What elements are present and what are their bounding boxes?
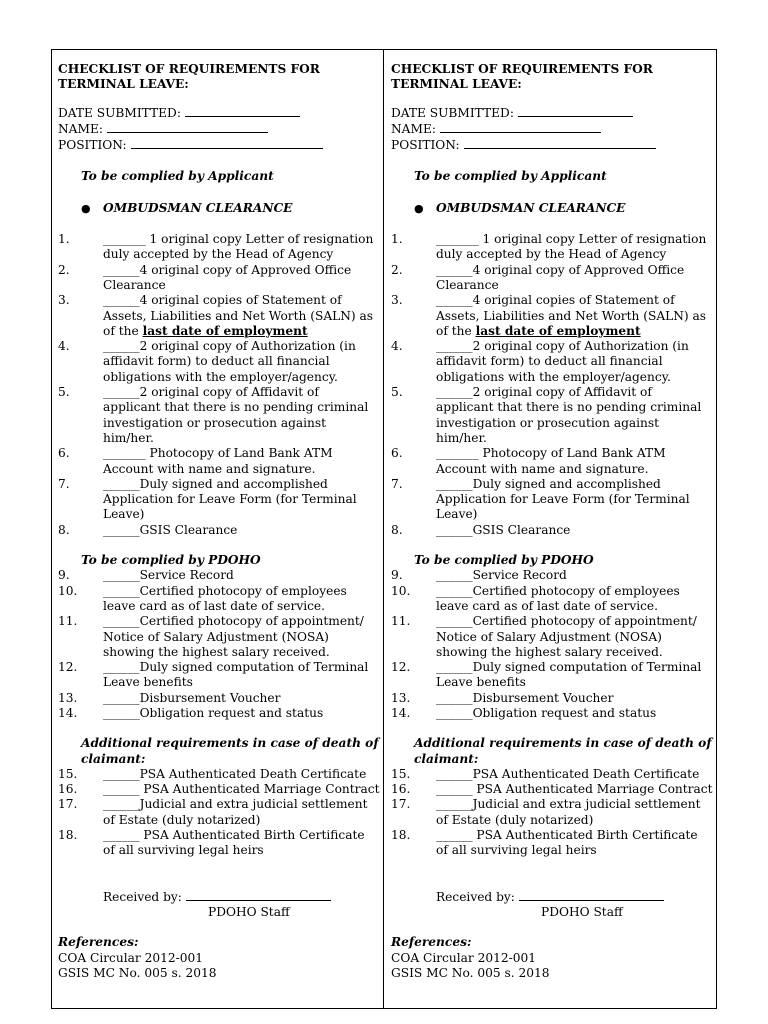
item-text-wrap: [103, 568, 380, 583]
item-number: 4.: [391, 339, 403, 354]
item-text: ______ PSA Authenticated Birth Certificate of all surviving legal heirs: [103, 828, 365, 858]
spacer: [391, 538, 713, 553]
item-text-wrap: [436, 446, 713, 477]
item-text: ______Obligation request and status: [436, 705, 657, 720]
list-item: [391, 232, 713, 263]
item-text: ______ PSA Authenticated Marriage Contract: [436, 782, 713, 797]
reference-item: GSIS MC No. 005 s. 2018: [58, 965, 217, 980]
item-text-wrap: [436, 706, 713, 721]
item-text: ______4 original copies of Statement of Assets, Liabilities and Net Worth (SALN) as of the: [436, 293, 707, 338]
item-number: 9.: [58, 568, 70, 583]
checklist-title: CHECKLIST OF REQUIREMENTS FOR TERMINAL LEAVE:: [58, 62, 320, 92]
item-number: 14.: [391, 705, 411, 720]
item-text-wrap: [103, 767, 380, 782]
spacer: [58, 721, 380, 736]
item-number: 12.: [391, 660, 411, 675]
item-text: ______GSIS Clearance: [103, 522, 238, 537]
list-item: [391, 767, 713, 782]
list-item: [391, 660, 713, 691]
item-number: 7.: [58, 476, 70, 491]
name-field[interactable]: [391, 121, 713, 137]
field-blank-line[interactable]: [131, 137, 323, 149]
item-text-wrap: [103, 691, 380, 706]
item-text-wrap: [436, 782, 713, 797]
item-text-wrap: [103, 339, 380, 385]
pdoho-requirements-list: [58, 568, 380, 721]
list-item: [58, 477, 380, 523]
item-text-wrap: [436, 797, 713, 828]
item-text-wrap: [103, 584, 380, 615]
field-label: DATE SUBMITTED:: [391, 105, 514, 120]
item-text: ______Certified photocopy of employees leave card as of last date of service.: [103, 583, 347, 613]
item-text-wrap: [436, 568, 713, 583]
item-text-wrap: [103, 263, 380, 294]
field-blank-line[interactable]: [464, 137, 656, 149]
item-number: 13.: [391, 690, 411, 705]
list-item: [391, 614, 713, 660]
staff-label: PDOHO Staff: [541, 904, 623, 919]
item-text: ______Certified photocopy of appointment/ Notice of Salary Adjustment (NOSA) showing the highest salary received.: [103, 614, 364, 659]
item-text-wrap: [103, 782, 380, 797]
spacer: [58, 153, 380, 169]
list-item: [58, 797, 380, 828]
spacer: [58, 93, 380, 105]
item-text: ______PSA Authenticated Death Certificate: [103, 766, 367, 781]
item-number: 3.: [391, 293, 403, 308]
column-divider: [383, 49, 384, 1009]
received-by-field[interactable]: [58, 889, 380, 905]
item-text-wrap: [103, 797, 380, 828]
field-label: POSITION:: [391, 138, 460, 153]
item-emphasis: last date of employment: [142, 323, 308, 338]
item-text-wrap: [436, 691, 713, 706]
item-number: 10.: [58, 583, 78, 598]
pdoho-heading: To be complied by PDOHO: [81, 553, 261, 568]
item-text: ______ PSA Authenticated Marriage Contract: [103, 782, 380, 797]
item-number: 10.: [391, 583, 411, 598]
item-text: _______ 1 original copy Letter of resignation duly accepted by the Head of Agency: [103, 232, 374, 262]
applicant-requirements-list: [58, 232, 380, 538]
field-label: NAME:: [391, 121, 436, 136]
list-item: [391, 477, 713, 523]
item-text: ______4 original copy of Approved Office Clearance: [436, 262, 685, 292]
spacer: [391, 93, 713, 105]
item-number: 8.: [391, 522, 403, 537]
item-number: 2.: [391, 262, 403, 277]
item-number: 1.: [391, 232, 403, 247]
reference-item: COA Circular 2012-001: [391, 950, 536, 965]
item-text: ______Service Record: [103, 568, 234, 583]
list-item: [391, 797, 713, 828]
item-text-wrap: [436, 232, 713, 263]
list-item: [391, 446, 713, 477]
item-text: ______Certified photocopy of employees leave card as of last date of service.: [436, 583, 680, 613]
name-field[interactable]: [58, 121, 380, 137]
item-number: 2.: [58, 262, 70, 277]
field-label: DATE SUBMITTED:: [58, 105, 181, 120]
item-number: 5.: [58, 385, 70, 400]
pdoho-heading: To be complied by PDOHO: [414, 553, 594, 568]
item-number: 17.: [391, 797, 411, 812]
checklist-column-right: [391, 62, 713, 981]
item-text: _______ 1 original copy Letter of resignation duly accepted by the Head of Agency: [436, 232, 707, 262]
list-item: [58, 339, 380, 385]
item-text: _______ Photocopy of Land Bank ATM Account with name and signature.: [103, 446, 333, 476]
references-heading: References:: [391, 935, 472, 950]
list-item: [391, 263, 713, 294]
item-text-wrap: [436, 263, 713, 294]
list-item: [391, 828, 713, 859]
item-number: 1.: [58, 232, 70, 247]
item-number: 17.: [58, 797, 78, 812]
signature-blank-line[interactable]: [519, 889, 664, 901]
item-number: 9.: [391, 568, 403, 583]
death-requirements-heading: Additional requirements in case of death of claimant:: [81, 736, 379, 766]
item-text-wrap: [436, 660, 713, 691]
checklist-column-left: [58, 62, 380, 981]
received-by-label: Received by:: [436, 889, 515, 904]
spacer: [58, 216, 380, 232]
item-text-wrap: [103, 660, 380, 691]
list-item: [391, 691, 713, 706]
field-blank-line[interactable]: [185, 105, 300, 117]
received-by-label: Received by:: [103, 889, 182, 904]
list-item: [391, 385, 713, 446]
item-text: ______4 original copy of Approved Office Clearance: [103, 262, 352, 292]
item-text: ______Judicial and extra judicial settlement of Estate (duly notarized): [436, 797, 701, 827]
applicant-heading: To be complied by Applicant: [81, 169, 274, 184]
list-item: [58, 782, 380, 797]
ombudsman-bullet-item: [58, 201, 380, 216]
spacer: [391, 721, 713, 736]
item-number: 7.: [391, 476, 403, 491]
applicant-requirements-list: [391, 232, 713, 538]
item-text-wrap: [103, 293, 380, 339]
death-requirements-list: [58, 767, 380, 859]
list-item: [58, 706, 380, 721]
position-field[interactable]: [58, 137, 380, 153]
item-number: 11.: [58, 614, 78, 629]
item-text-wrap: [103, 523, 380, 538]
date-submitted-field[interactable]: [58, 105, 380, 121]
item-text: ______Duly signed and accomplished Application for Leave Form (for Terminal Leave): [103, 476, 357, 522]
item-text: ______ PSA Authenticated Birth Certificate of all surviving legal heirs: [436, 828, 698, 858]
death-requirements-heading: Additional requirements in case of death of claimant:: [414, 736, 712, 766]
list-item: [58, 263, 380, 294]
field-label: POSITION:: [58, 138, 127, 153]
item-number: 12.: [58, 660, 78, 675]
item-text: ______Disbursement Voucher: [103, 690, 281, 705]
item-number: 4.: [58, 339, 70, 354]
item-text: ______Service Record: [436, 568, 567, 583]
spacer: [391, 185, 713, 201]
item-text-wrap: [436, 477, 713, 523]
item-text: ______2 original copy of Affidavit of applicant that there is no pending criminal investigation or prosecution against him/her.: [103, 385, 369, 445]
item-text-wrap: [436, 293, 713, 339]
spacer: [58, 185, 380, 201]
item-text-wrap: [103, 706, 380, 721]
item-text-wrap: [103, 385, 380, 446]
spacer: [391, 216, 713, 232]
item-text: ______Duly signed computation of Terminal Leave benefits: [436, 660, 702, 690]
field-blank-line[interactable]: [518, 105, 633, 117]
item-text: ______GSIS Clearance: [436, 522, 571, 537]
spacer: [58, 920, 380, 935]
ombudsman-bullet-item: [391, 201, 713, 216]
item-text: _______ Photocopy of Land Bank ATM Account with name and signature.: [436, 446, 666, 476]
item-number: 11.: [391, 614, 411, 629]
list-item: [391, 782, 713, 797]
pdoho-requirements-list: [391, 568, 713, 721]
list-item: [58, 691, 380, 706]
item-number: 15.: [391, 766, 411, 781]
list-item: [58, 293, 380, 339]
applicant-heading: To be complied by Applicant: [414, 169, 607, 184]
item-text: ______2 original copy of Authorization (in affidavit form) to deduct all financial obligations with the employer/agency.: [436, 339, 689, 384]
date-submitted-field[interactable]: [391, 105, 713, 121]
item-number: 18.: [58, 828, 78, 843]
item-text-wrap: [436, 385, 713, 446]
item-text-wrap: [436, 614, 713, 660]
list-item: [391, 584, 713, 615]
bullet-icon: ●: [414, 201, 424, 215]
list-item: [58, 523, 380, 538]
received-by-field[interactable]: [391, 889, 713, 905]
death-requirements-list: [391, 767, 713, 859]
reference-item: GSIS MC No. 005 s. 2018: [391, 965, 550, 980]
spacer: [391, 859, 713, 889]
reference-item: COA Circular 2012-001: [58, 950, 203, 965]
checklist-title: CHECKLIST OF REQUIREMENTS FOR TERMINAL LEAVE:: [391, 62, 653, 92]
list-item: [391, 339, 713, 385]
list-item: [58, 614, 380, 660]
list-item: [58, 828, 380, 859]
item-text: ______Obligation request and status: [103, 705, 324, 720]
item-text-wrap: [436, 828, 713, 859]
item-text: ______Judicial and extra judicial settlement of Estate (duly notarized): [103, 797, 368, 827]
item-number: 8.: [58, 522, 70, 537]
field-blank-line[interactable]: [440, 121, 601, 133]
item-text: ______4 original copies of Statement of Assets, Liabilities and Net Worth (SALN) as of the: [103, 293, 374, 338]
item-number: 15.: [58, 766, 78, 781]
signature-blank-line[interactable]: [186, 889, 331, 901]
item-number: 16.: [58, 782, 78, 797]
item-number: 16.: [391, 782, 411, 797]
item-text: ______Duly signed and accomplished Application for Leave Form (for Terminal Leave): [436, 476, 690, 522]
field-blank-line[interactable]: [107, 121, 268, 133]
item-text-wrap: [103, 614, 380, 660]
item-text-wrap: [103, 232, 380, 263]
item-text: ______PSA Authenticated Death Certificate: [436, 766, 700, 781]
list-item: [391, 523, 713, 538]
list-item: [391, 568, 713, 583]
item-text: ______2 original copy of Authorization (in affidavit form) to deduct all financial obligations with the employer/agency.: [103, 339, 356, 384]
item-text-wrap: [103, 477, 380, 523]
field-label: NAME:: [58, 121, 103, 136]
item-text-wrap: [436, 767, 713, 782]
item-number: 5.: [391, 385, 403, 400]
position-field[interactable]: [391, 137, 713, 153]
spacer: [58, 538, 380, 553]
list-item: [58, 446, 380, 477]
list-item: [391, 293, 713, 339]
item-text: ______Disbursement Voucher: [436, 690, 614, 705]
list-item: [391, 706, 713, 721]
staff-label: PDOHO Staff: [208, 904, 290, 919]
list-item: [58, 584, 380, 615]
references-heading: References:: [58, 935, 139, 950]
item-number: 18.: [391, 828, 411, 843]
list-item: [58, 660, 380, 691]
item-text: ______Duly signed computation of Terminal Leave benefits: [103, 660, 369, 690]
item-number: 6.: [58, 446, 70, 461]
item-text-wrap: [103, 446, 380, 477]
spacer: [391, 153, 713, 169]
item-text-wrap: [436, 523, 713, 538]
item-text-wrap: [103, 828, 380, 859]
bullet-icon: ●: [81, 201, 91, 215]
item-text: ______2 original copy of Affidavit of applicant that there is no pending criminal investigation or prosecution against him/her.: [436, 385, 702, 445]
list-item: [58, 568, 380, 583]
item-number: 14.: [58, 705, 78, 720]
spacer: [391, 920, 713, 935]
spacer: [58, 859, 380, 889]
item-number: 3.: [58, 293, 70, 308]
bullet-text: OMBUDSMAN CLEARANCE: [436, 200, 626, 215]
list-item: [58, 767, 380, 782]
item-text-wrap: [436, 584, 713, 615]
item-number: 6.: [391, 446, 403, 461]
item-text: ______Certified photocopy of appointment/ Notice of Salary Adjustment (NOSA) showing the highest salary received.: [436, 614, 697, 659]
list-item: [58, 385, 380, 446]
item-text-wrap: [436, 339, 713, 385]
item-number: 13.: [58, 690, 78, 705]
item-emphasis: last date of employment: [475, 323, 641, 338]
bullet-text: OMBUDSMAN CLEARANCE: [103, 200, 293, 215]
list-item: [58, 232, 380, 263]
